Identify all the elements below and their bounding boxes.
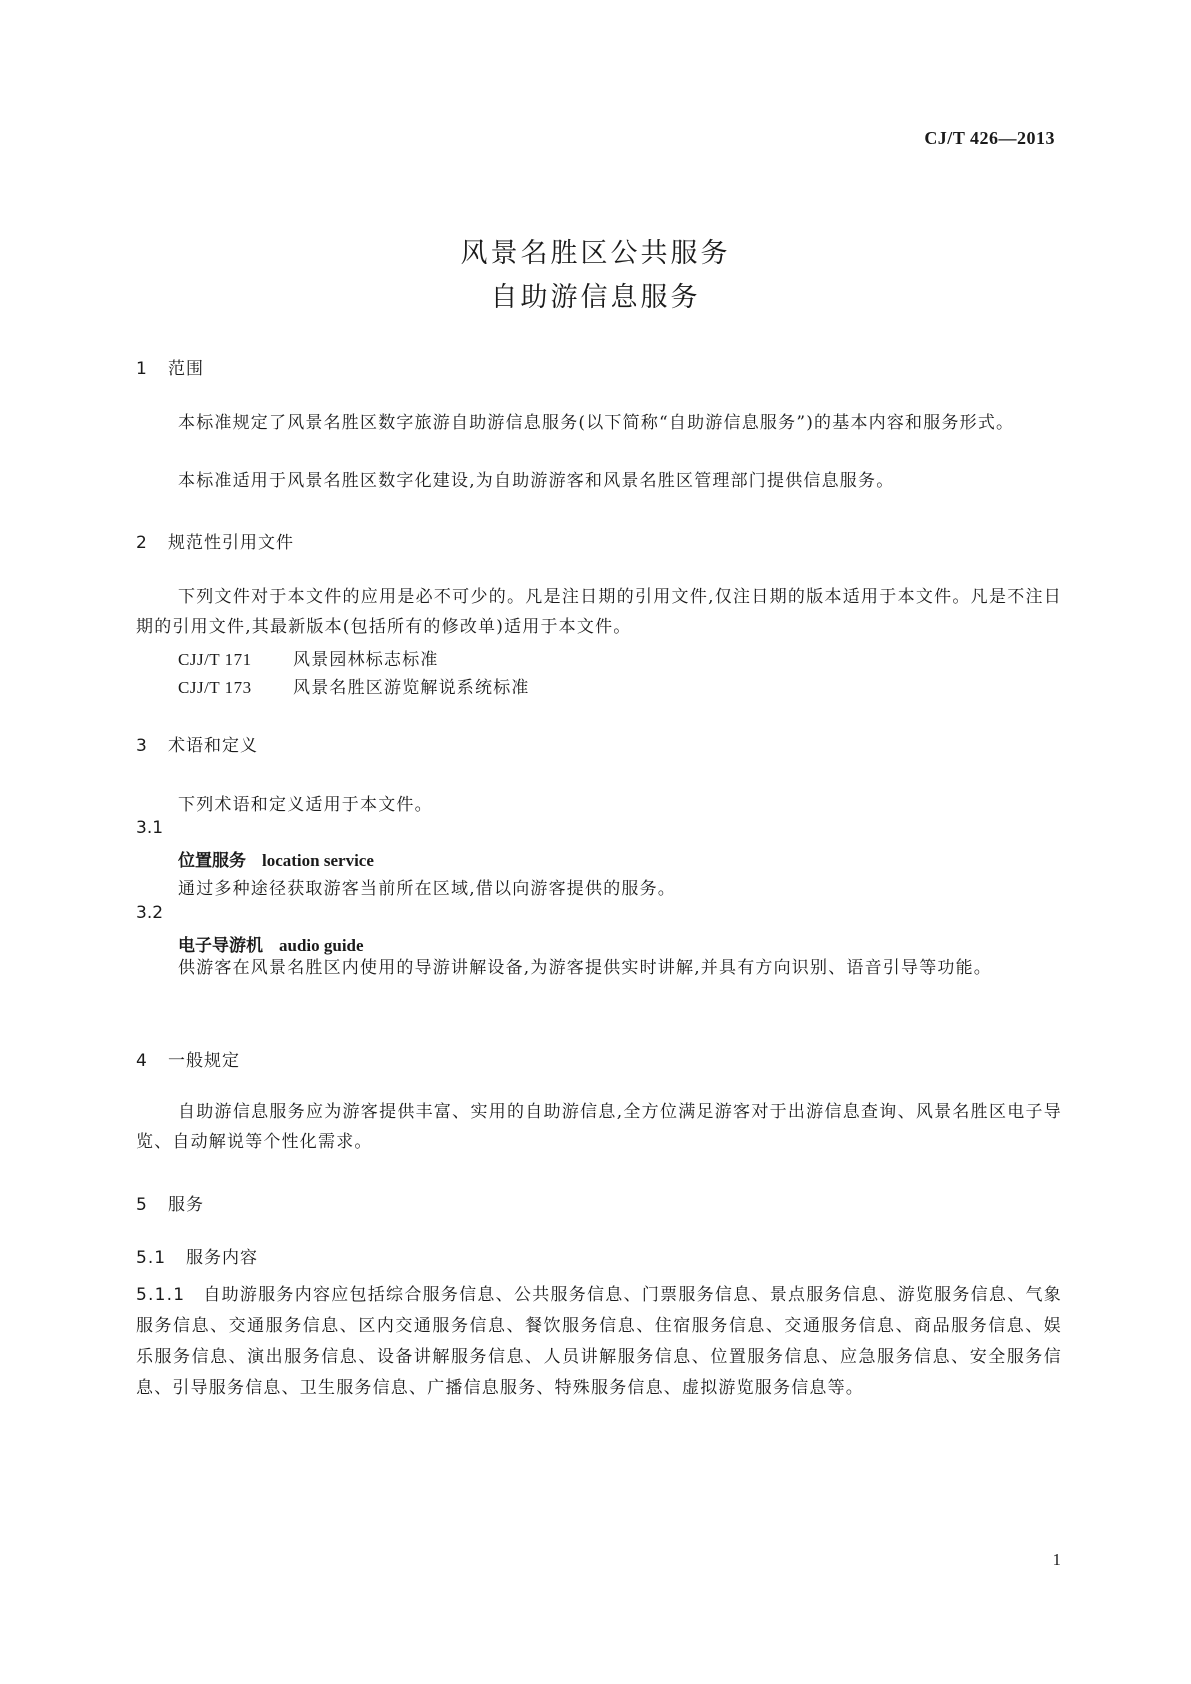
section-4-paragraph-1: 自助游信息服务应为游客提供丰富、实用的自助游信息,全方位满足游客对于出游信息查询、风景名胜区电子导览、自动解说等个性化需求。 xyxy=(136,1102,1062,1152)
reference-item xyxy=(178,645,439,670)
section-3-heading xyxy=(136,731,258,756)
clause-5-1-1 xyxy=(136,1280,1062,1404)
section-number: 2 xyxy=(136,533,148,553)
section-1-heading xyxy=(136,354,204,379)
section-title: 范围 xyxy=(168,359,204,379)
section-4-heading xyxy=(136,1046,240,1071)
section-1-paragraph-2: 本标准适用于风景名胜区数字化建设,为自助游游客和风景名胜区管理部门提供信息服务。 xyxy=(178,471,895,491)
section-number: 5 xyxy=(136,1195,148,1215)
section-number: 3 xyxy=(136,736,148,756)
term-definition: 供游客在风景名胜区内使用的导游讲解设备,为游客提供实时讲解,并具有方向识别、语音引导等功能。 xyxy=(178,958,993,978)
section-title: 规范性引用文件 xyxy=(168,533,294,553)
section-2-heading xyxy=(136,528,294,553)
reference-code: CJJ/T 171 xyxy=(178,650,252,669)
section-1-paragraph-1: 本标准规定了风景名胜区数字旅游自助游信息服务(以下简称“自助游信息服务”)的基本内容和服务形式。 xyxy=(178,413,1015,433)
reference-code: CJJ/T 173 xyxy=(178,678,252,697)
term-name-en: audio guide xyxy=(279,936,364,955)
reference-title: 风景名胜区游览解说系统标准 xyxy=(293,678,530,698)
term-name-zh: 位置服务 xyxy=(178,851,246,871)
reference-item xyxy=(178,673,530,698)
clause-text: 自助游服务内容应包括综合服务信息、公共服务信息、门票服务信息、景点服务信息、游览服务信息、气象服务信息、交通服务信息、区内交通服务信息、餐饮服务信息、住宿服务信息、交通服务信息、商品服务信息、娱乐服务信息、演出服务信息、设备讲解服务信息、人员讲解服务信息、位置服务信息、应急服务信息、安全服务信息、引导服务信息、卫生服务信息、广播信息服务、特殊服务信息、虚拟游览服务信息等。 xyxy=(136,1285,1062,1398)
clause-number: 5.1.1 xyxy=(136,1285,186,1305)
term-definition: 通过多种途径获取游客当前所在区域,借以向游客提供的服务。 xyxy=(178,879,677,899)
document-title-line2: 自助游信息服务 xyxy=(490,282,701,313)
section-title: 一般规定 xyxy=(168,1051,240,1071)
term-id: 3.1 xyxy=(136,818,164,838)
term-name xyxy=(178,846,374,871)
document-title-line1: 风景名胜区公共服务 xyxy=(460,238,731,269)
section-title: 术语和定义 xyxy=(168,736,258,756)
section-number: 4 xyxy=(136,1051,148,1071)
reference-title: 风景园林标志标准 xyxy=(293,650,439,670)
section-5-heading xyxy=(136,1190,204,1215)
term-name-zh: 电子导游机 xyxy=(178,936,263,956)
standard-code: CJ/T 426—2013 xyxy=(924,128,1055,148)
section-number: 1 xyxy=(136,359,148,379)
term-name-en: location service xyxy=(262,851,374,870)
section-title: 服务 xyxy=(168,1195,204,1215)
subsection-5-1-heading xyxy=(136,1243,258,1268)
section-2-paragraph-1: 下列文件对于本文件的应用是必不可少的。凡是注日期的引用文件,仅注日期的版本适用于本文件。凡是不注日期的引用文件,其最新版本(包括所有的修改单)适用于本文件。 xyxy=(136,587,1062,637)
term-id: 3.2 xyxy=(136,903,164,923)
section-3-intro: 下列术语和定义适用于本文件。 xyxy=(178,795,433,815)
subsection-title: 服务内容 xyxy=(186,1248,258,1268)
subsection-number: 5.1 xyxy=(136,1248,167,1268)
page-number: 1 xyxy=(1052,1550,1061,1569)
